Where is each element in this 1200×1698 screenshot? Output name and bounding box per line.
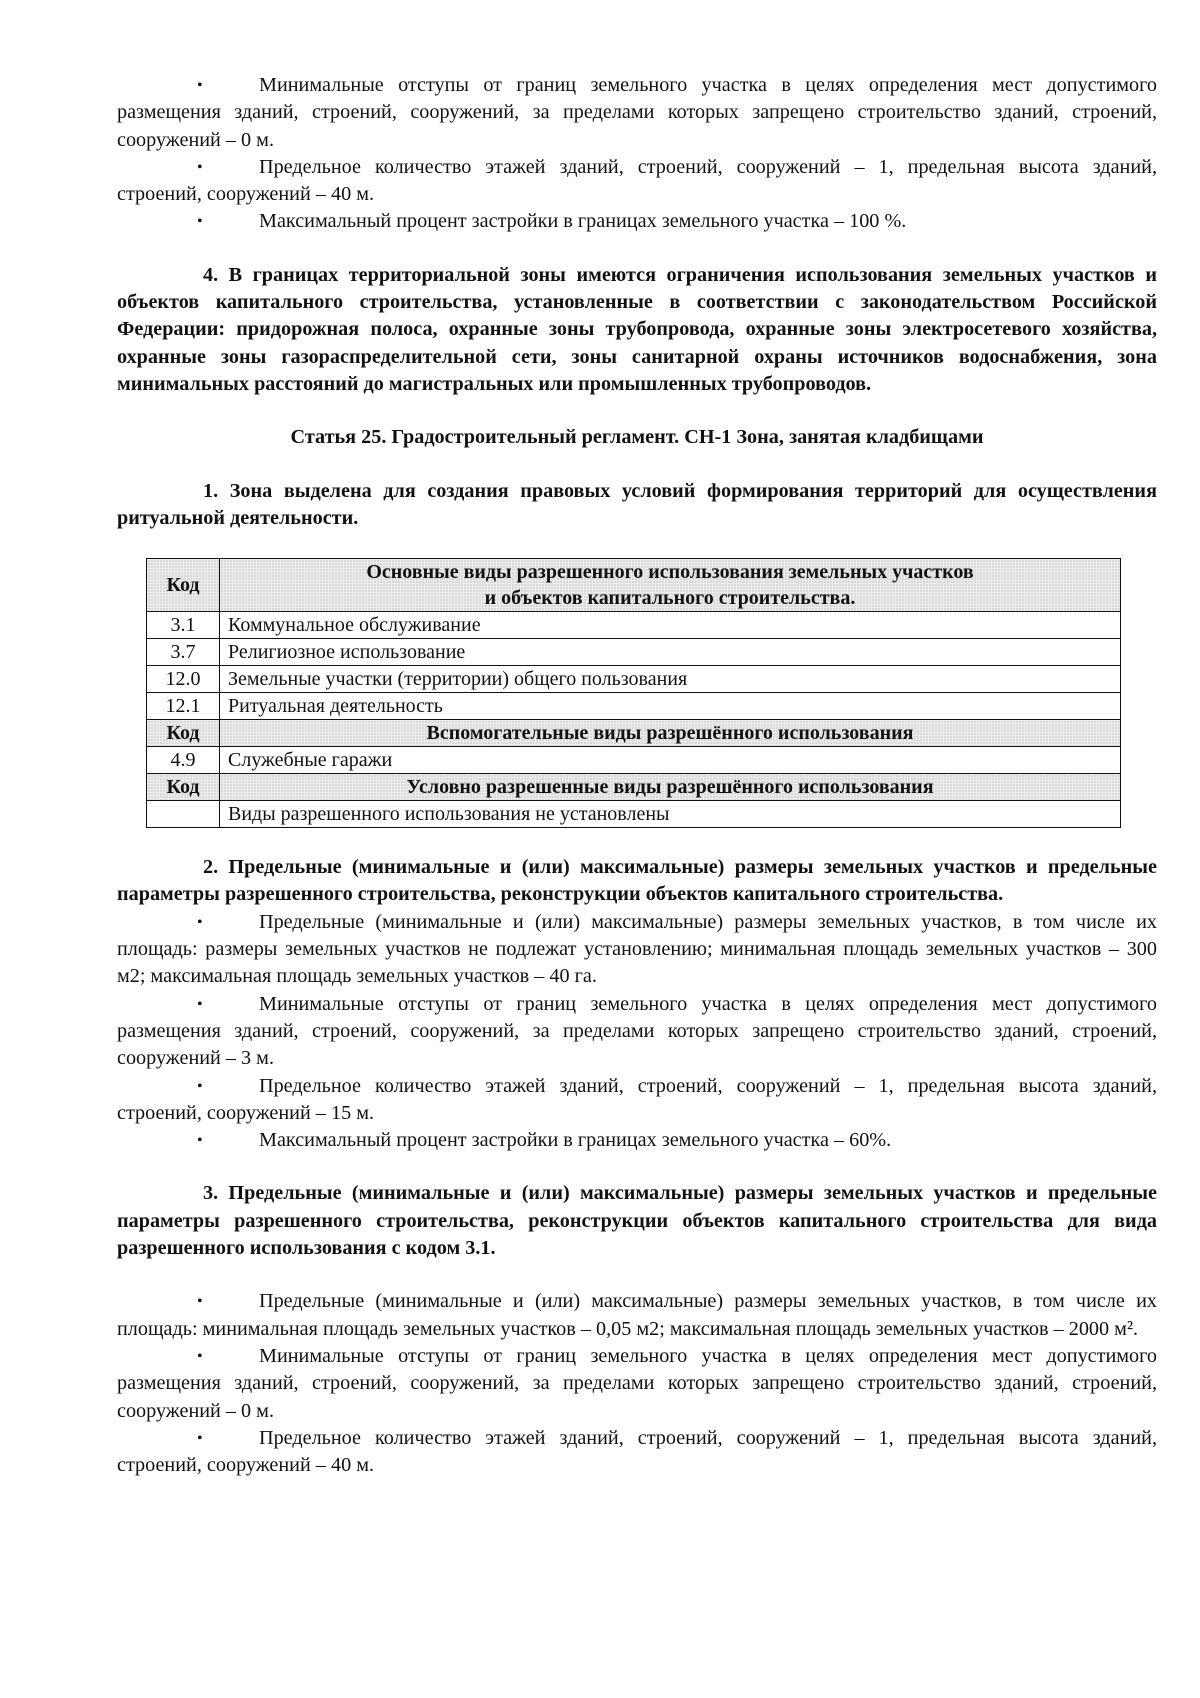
aux-header-row (147, 720, 1121, 747)
code-header: Код (147, 559, 220, 612)
row-name: Служебные гаражи (220, 747, 1121, 774)
cond-header-row (147, 774, 1121, 801)
point-2-bullet-4: • Максимальный процент застройки в границах земельного участка – 60%. (117, 1127, 1157, 1154)
table-row (147, 612, 1121, 639)
point-2-bullet-2: • Минимальные отступы от границ земельного участка в целях определения мест допустимого размещения зданий, строений, сооружений, за пределами которых запрещено строительство зданий, строений, сооружений – 3 м. (117, 992, 1157, 1070)
point-2-bullet-3: • Предельное количество этажей зданий, строений, сооружений – 1, предельная высота зданий, строений, сооружений – 15 м. (117, 1074, 1157, 1124)
bullet-mark: • (197, 77, 203, 94)
bullet-mark: • (197, 1293, 203, 1311)
article-title: Статья 25. Градостроительный регламент. СН-1 Зона, занятая кладбищами (290, 426, 984, 449)
code-header: Код (147, 774, 220, 801)
point-2-bullet-1: • Предельные (минимальные и (или) максимальные) размеры земельных участков, в том числе их площадь: размеры земельных участков не подлежат установлению; минимальная площадь земельных участков – 300 м2; максимальная площадь земельных участков – 40 га. (117, 910, 1157, 988)
top-bullet-3: • Максимальный процент застройки в границах земельного участка – 100 %. (117, 208, 1157, 235)
row-name: Религиозное использование (220, 639, 1121, 666)
row-code: 12.0 (147, 666, 220, 693)
section-4-restrictions: 4. В границах территориальной зоны имеются ограничения использования земельных участков и объектов капитального строительства, установленные в соответствии с законодательством Российской Федерации: придорожная полоса, охранные зоны трубопровода, охранные зоны электросетевого хозяйства, охранные зоны газораспределительной сети, зоны санитарной охраны источников водоснабжения, зона минимальных расстояний до магистральных или промышленных трубопроводов. (117, 263, 1157, 395)
table-row (147, 747, 1121, 774)
row-name: Коммунальное обслуживание (220, 612, 1121, 639)
row-code: 4.9 (147, 747, 220, 774)
bullet-mark: • (197, 1077, 203, 1095)
table-row (147, 666, 1121, 693)
point-3-bullet-3: • Предельное количество этажей зданий, строений, сооружений – 1, предельная высота зданий, строений, сооружений – 40 м. (117, 1426, 1157, 1477)
main-uses-header: Основные виды разрешенного использования земельных участков и объектов капитального строительства. (220, 559, 1121, 612)
bullet-mark: • (197, 1429, 203, 1447)
row-code: 12.1 (147, 693, 220, 720)
top-bullet-1: • Минимальные отступы от границ земельного участка в целях определения мест допустимого размещения зданий, строений, сооружений, за пределами которых запрещено строительство зданий, строений, сооружений – 0 м. (117, 74, 1157, 151)
aux-uses-header: Вспомогательные виды разрешённого использования (220, 720, 1121, 747)
bullet-mark: • (197, 1132, 203, 1150)
bullet-mark: • (197, 913, 203, 931)
code-header: Код (147, 720, 220, 747)
point-3-bullet-2: • Минимальные отступы от границ земельного участка в целях определения мест допустимого размещения зданий, строений, сооружений, за пределами которых запрещено строительство зданий, строений, сооружений – 0 м. (117, 1344, 1157, 1422)
document-page (117, 72, 1157, 1479)
point-1: 1. Зона выделена для создания правовых условий формирования территорий для осуществления ритуальной деятельности. (117, 479, 1157, 529)
table-row (147, 693, 1121, 720)
row-name: Земельные участки (территории) общего пользования (220, 666, 1121, 693)
table-row (147, 801, 1121, 828)
top-bullet-2: • Предельное количество этажей зданий, строений, сооружений – 1, предельная высота зданий, строений, сооружений – 40 м. (117, 155, 1157, 206)
row-name: Виды разрешенного использования не установлены (220, 801, 1121, 828)
point-3: 3. Предельные (минимальные и (или) максимальные) размеры земельных участков и предельные параметры разрешенного строительства, реконструкции объектов капитального строительства для вида разрешенного использования с кодом 3.1. (117, 1182, 1157, 1260)
point-2: 2. Предельные (минимальные и (или) максимальные) размеры земельных участков и предельные параметры разрешенного строительства, реконструкции объектов капитального строительства. (117, 856, 1157, 906)
table-row (147, 639, 1121, 666)
bullet-mark: • (197, 995, 203, 1013)
row-code (147, 801, 220, 828)
point-3-bullet-1: • Предельные (минимальные и (или) максимальные) размеры земельных участков, в том числе их площадь: минимальная площадь земельных участков – 0,05 м2; максимальная площадь земельных участков – 2000 м². (117, 1290, 1157, 1340)
permitted-use-table (146, 558, 1121, 828)
bullet-mark: • (197, 158, 203, 176)
row-name: Ритуальная деятельность (220, 693, 1121, 720)
bullet-mark: • (197, 213, 203, 231)
conditional-uses-header: Условно разрешенные виды разрешённого использования (220, 774, 1121, 801)
row-code: 3.1 (147, 612, 220, 639)
table-header-row (147, 559, 1121, 612)
row-code: 3.7 (147, 639, 220, 666)
bullet-mark: • (197, 1347, 203, 1365)
